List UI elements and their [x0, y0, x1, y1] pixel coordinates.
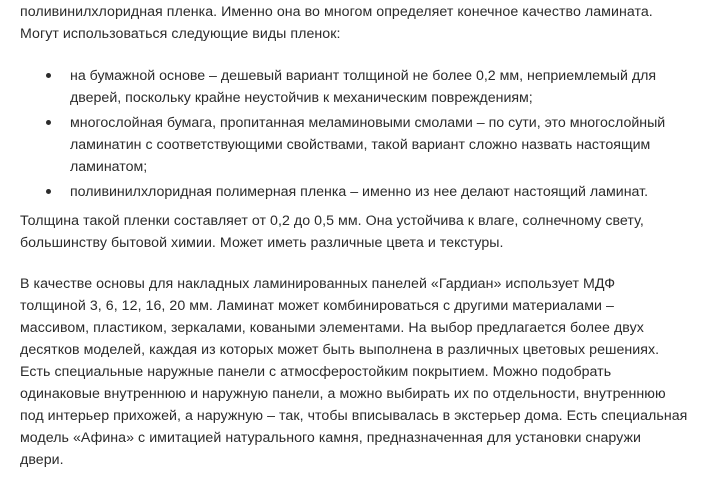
- text-line: массивом, пластиком, зеркалами, коваными элементами. На выбор предлагается более двух: [20, 320, 644, 336]
- text-line: дверей, поскольку крайне неустойчив к механическим повреждениям;: [70, 90, 533, 106]
- intro-paragraph: [20, 1, 710, 45]
- film-types-list: [0, 65, 720, 206]
- text-line: Есть специальные наружные панели с атмосферостойким покрытием. Можно подобрать: [20, 364, 612, 380]
- text-line: Толщина такой пленки составляет от 0,2 до 0,5 мм. Она устойчива к влаге, солнечному свету,: [20, 213, 644, 229]
- text-line: толщиной 3, 6, 12, 16, 20 мм. Ламинат может комбинироваться с другими материалами –: [20, 298, 614, 314]
- text-line: Могут использоваться следующие виды пленок:: [20, 26, 341, 42]
- text-line: поливинилхлоридная пленка. Именно она во многом определяет конечное качество ламината.: [20, 4, 653, 20]
- text-line: десятков моделей, каждая из которых может быть выполнена в различных цветовых решениях.: [20, 342, 660, 358]
- text-line: двери.: [20, 452, 64, 468]
- thickness-paragraph: [20, 210, 710, 254]
- list-item: [0, 65, 710, 109]
- basis-paragraph: [20, 273, 710, 471]
- list-item: [0, 112, 710, 178]
- list-item: [0, 181, 710, 203]
- text-line: ламинатом;: [70, 159, 148, 175]
- text-line: многослойная бумага, пропитанная меламиновыми смолами – по сути, это многослойный: [70, 115, 666, 131]
- text-line: одинаковые внутреннюю и наружную панели, а можно выбирать их по отдельности, внутреннюю: [20, 386, 666, 402]
- text-line: поливинилхлоридная полимерная пленка – именно из нее делают настоящий ламинат.: [70, 184, 649, 200]
- bullet-icon: [46, 189, 51, 194]
- text-line: ламинатин с соответствующими свойствами, такой вариант сложно назвать настоящим: [70, 137, 651, 153]
- text-line: на бумажной основе – дешевый вариант толщиной не более 0,2 мм, неприемлемый для: [70, 68, 657, 84]
- text-line: под интерьер прихожей, а наружную – так, чтобы вписывалась в экстерьер дома. Есть специальная: [20, 408, 688, 424]
- bullet-icon: [46, 120, 51, 125]
- text-line: большинству бытовой химии. Может иметь различные цвета и текстуры.: [20, 235, 504, 251]
- text-line: модель «Афина» с имитацией натурального камня, предназначенная для установки снаружи: [20, 430, 641, 446]
- bullet-icon: [46, 73, 51, 78]
- text-line: В качестве основы для накладных ламинированных панелей «Гардиан» использует МДФ: [20, 276, 616, 292]
